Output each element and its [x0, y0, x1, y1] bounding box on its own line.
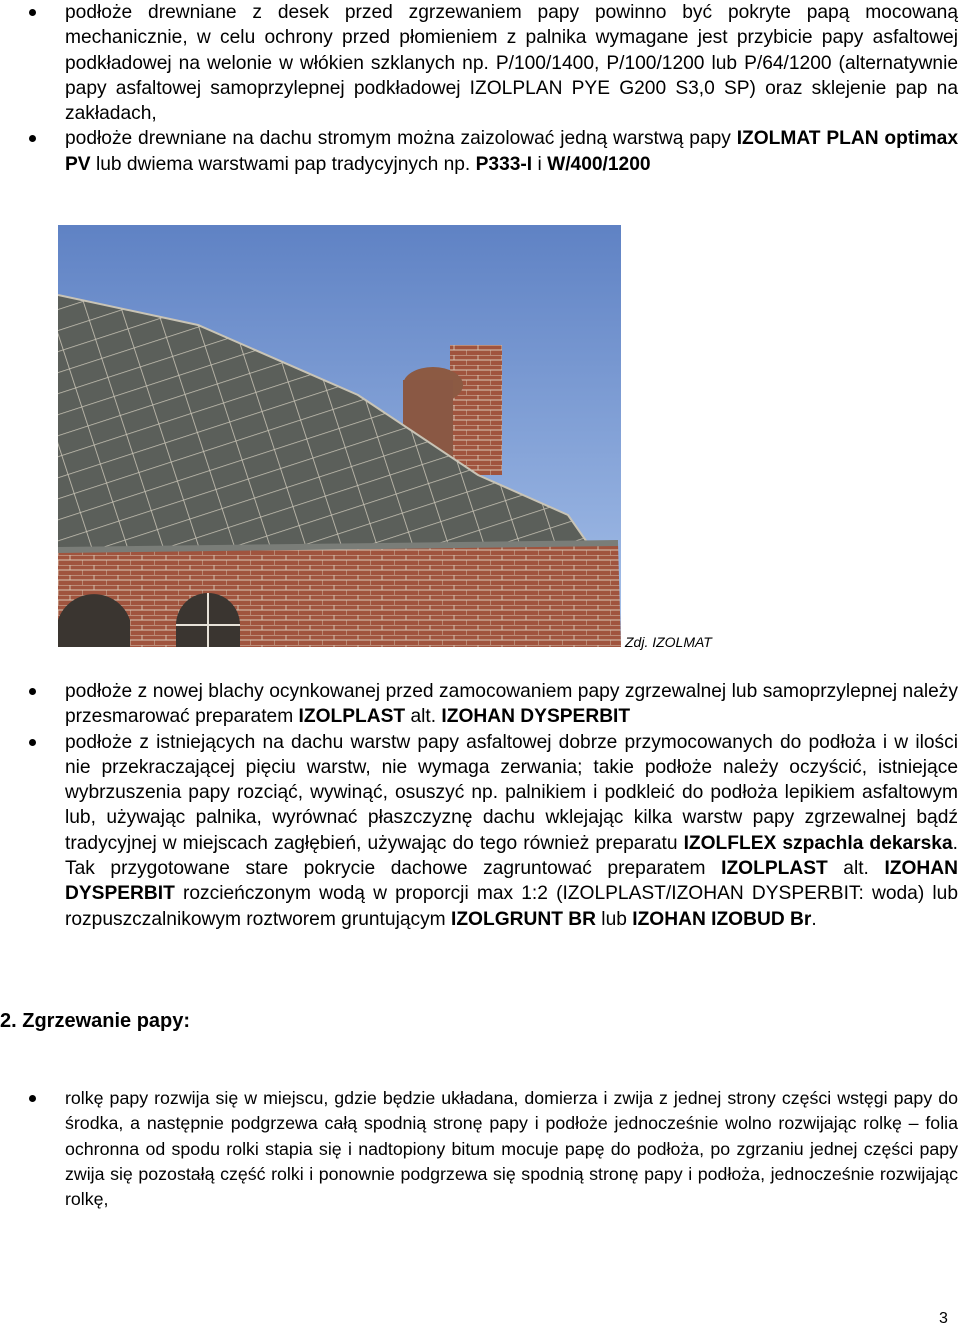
bullet-text: podłoże drewniane na dachu stromym można zaizolować jedną warstwą papy: [65, 128, 737, 150]
bullet-text: alt.: [827, 858, 885, 880]
bullet-text: . Tak przygotowane stare pokrycie dachowe zagruntować preparatem: [65, 832, 958, 880]
bullet-text: i: [532, 153, 548, 175]
product-name: IZOHAN DYSPERBIT: [65, 858, 958, 905]
bullet-text: rolkę papy rozwija się w miejscu, gdzie będzie układana, domierza i zwija z jednej strony części wstęgi papy do środka, a następnie podgrzewa całą spodnią stronę papy i podłoże jednocześnie wolno rozwijając rolkę – folia ochronna od spodu rolki stapia się i nadtopiony bitum mocuje papę do podłoża, po zgrzaniu jednej części papy zwija się pozostałą część rolki i ponownie podgrzewa się spodnią stronę papy i podłoża, jednocześnie rozwijając rolkę,: [65, 1088, 958, 1210]
list-item: [25, 679, 958, 730]
section-heading: 2. Zgrzewanie papy:: [0, 1010, 191, 1032]
bullet-text: lub: [595, 908, 633, 930]
bullet-list-metal-old-roof: [25, 679, 958, 932]
roof-photo-image: [58, 225, 621, 647]
list-item: [25, 0, 958, 126]
product-name: W/400/1200: [547, 153, 651, 175]
roof-photo: [58, 225, 621, 647]
photo-caption: Zdj. IZOLMAT: [625, 634, 712, 650]
page-number: 3: [939, 1310, 948, 1327]
list-item: [25, 1086, 958, 1212]
product-name: IZOHAN IZOBUD Br: [632, 908, 812, 930]
bullet-text: podłoże z istniejących na dachu warstw papy asfaltowej dobrze przymocowanych do podłoża i w ilości nie przekraczającej pięciu warstw, nie wymaga zerwania; takie podłoże należy oczyścić, istniejące wybrzuszenia papy rozciąć, wywinąć, osuszyć np. palnikiem i podkleić do podłoża lepikiem asfaltowym lub, używając palnika, wyrównać płaszczyznę dachu wklejając kilka warstw papy zgrzewalnej bądź tradycyjnej w miejscach zagłębień, używając do tego również preparatu: [65, 731, 958, 854]
product-name: IZOLPLAST: [298, 706, 406, 728]
bullet-list-welding: [25, 1086, 958, 1212]
product-name: IZOLPLAST: [721, 858, 828, 880]
product-name: IZOHAN DYSPERBIT: [441, 706, 631, 728]
list-item: [25, 730, 958, 932]
bullet-text: rozcieńczonym wodą w proporcji max 1:2 (IZOLPLAST/IZOHAN DYSPERBIT: woda) lub rozpuszczalnikowym roztworem gruntującym: [65, 883, 958, 930]
product-name: P333-I: [475, 153, 533, 175]
bullet-text: lub dwiema warstwami pap tradycyjnych np.: [90, 153, 476, 175]
list-item: [25, 126, 958, 177]
bullet-text: alt.: [405, 706, 442, 728]
bullet-text: .: [811, 908, 817, 930]
product-name: IZOLGRUNT BR: [451, 908, 596, 930]
bullet-list-substrate: [25, 0, 958, 177]
bullet-text: podłoże drewniane z desek przed zgrzewaniem papy powinno być pokryte papą mocowaną mechanicznie, w celu ochrony przed płomieniem z palnika wymagane jest przybicie papy asfaltowej podkładowej na welonie w włókien szklanych np. P/100/1400, P/100/1200 lub P/64/1200 (alternatywnie papy asfaltowej samoprzylepnej podkładowej IZOLPLAN PYE G200 S3,0 SP) oraz sklejenie pap na zakładach,: [65, 2, 958, 125]
bullet-text: podłoże z nowej blachy ocynkowanej przed zamocowaniem papy zgrzewalnej lub samoprzylepnej należy przesmarować preparatem: [65, 681, 958, 728]
product-name: IZOLFLEX szpachla dekarska: [683, 832, 953, 854]
product-name: IZOLMAT PLAN optimax PV: [65, 128, 958, 175]
